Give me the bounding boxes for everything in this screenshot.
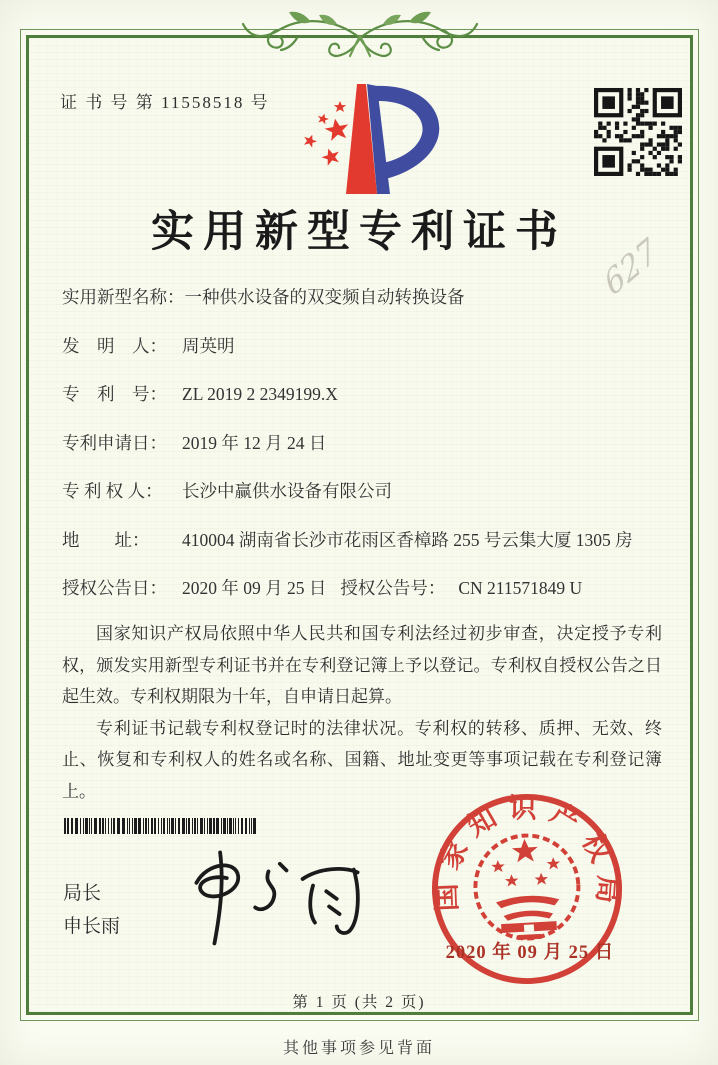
- field-value: CN 211571849 U: [458, 578, 583, 598]
- certificate-fields: [62, 286, 662, 626]
- field-label: 专利申请日：: [62, 432, 167, 453]
- legal-paragraph-1: 国家知识产权局依照中华人民共和国专利法经过初步审查，决定授予专利权，颁发实用新型专利证书并在专利登记簿上予以登记。专利权自授权公告之日起生效。专利权期限为十年，自申请日起算。: [62, 624, 662, 706]
- field-row-patent-number: [62, 383, 662, 432]
- national-emblem-icon: [473, 833, 581, 942]
- field-label: 实用新型名称：: [62, 287, 185, 307]
- cnipa-logo-icon: [293, 80, 443, 198]
- commissioner-signature: [168, 843, 386, 951]
- field-row-utility-model-name: [62, 286, 662, 335]
- page-number: 第 1 页 (共 2 页): [292, 994, 426, 1011]
- field-label: 授权公告号：: [340, 578, 446, 598]
- signer-name: 申长雨: [63, 916, 121, 937]
- certificate-title: 实用新型专利证书: [151, 209, 567, 256]
- field-row-filing-date: [62, 432, 662, 481]
- legal-paragraph-2: 专利证书记载专利权登记时的法律状况。专利权的转移、质押、无效、终止、恢复和专利权人的姓名或名称、国籍、地址变更等事项记载在专利登记簿上。: [62, 718, 662, 801]
- field-label: 专 利 权 人：: [62, 481, 163, 501]
- seal-date: 2020 年 09 月 25 日: [445, 943, 615, 963]
- field-value: 2020 年 09 月 25 日: [182, 578, 327, 598]
- field-label: 专 利 号：: [62, 384, 167, 404]
- field-label: 发 明 人：: [62, 335, 167, 356]
- pencil-note: 627: [598, 230, 664, 304]
- field-value: ZL 2019 2 2349199.X: [182, 384, 338, 404]
- legal-text: [62, 618, 662, 807]
- field-value: 2019 年 12 月 24 日: [182, 432, 327, 453]
- flourish-ornament-icon: [237, 8, 483, 62]
- field-row-address: [62, 529, 662, 578]
- field-row-inventor: [62, 335, 662, 384]
- field-value: 长沙中赢供水设备有限公司: [182, 481, 392, 501]
- footer-note: 其他事项参见背面: [282, 1040, 435, 1057]
- field-label: 地 址：: [62, 529, 150, 550]
- field-value: 一种供水设备的双变频自动转换设备: [184, 287, 465, 307]
- field-label: 授权公告日：: [62, 578, 167, 598]
- certificate-number: 证 书 号 第 11558518 号: [60, 93, 270, 112]
- field-value: 410004 湖南省长沙市花雨区香樟路 255 号云集大厦 1305 房: [182, 529, 633, 550]
- seal-text: 国家知识产权局: [430, 792, 625, 916]
- signer-title: 局长: [63, 883, 102, 904]
- field-row-patentee: [62, 480, 662, 529]
- barcode: [64, 818, 260, 834]
- qr-code: [594, 88, 682, 176]
- field-value: 周英明: [182, 335, 235, 356]
